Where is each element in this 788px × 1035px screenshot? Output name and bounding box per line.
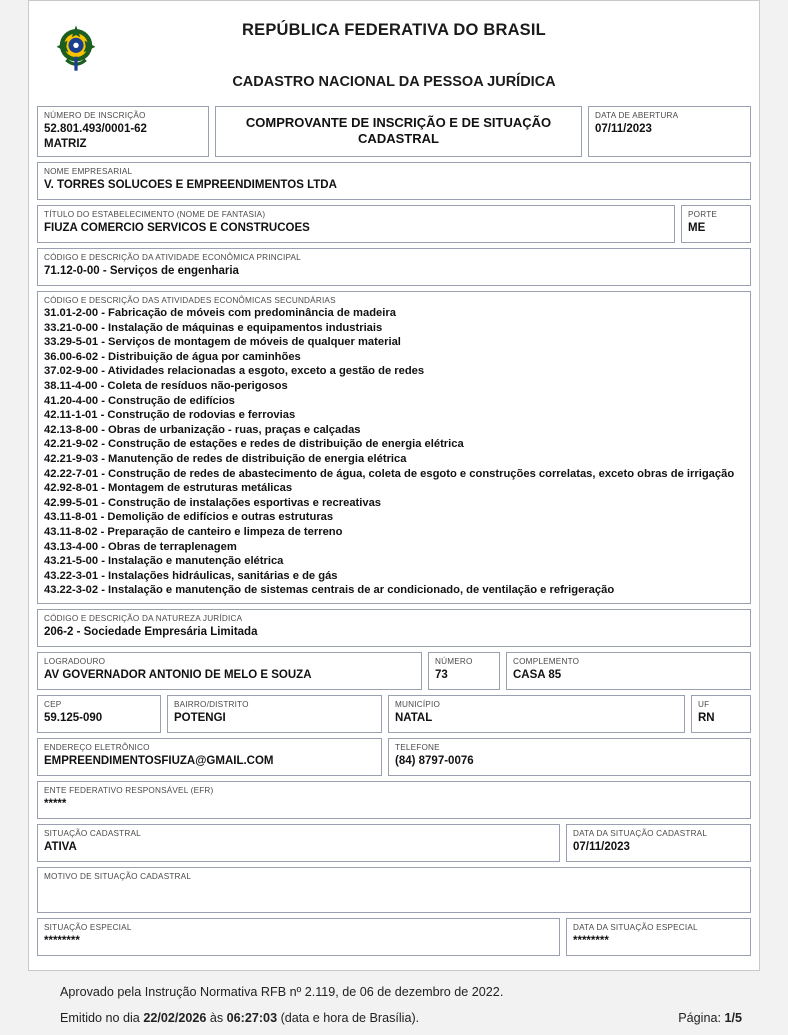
complement-label: COMPLEMENTO — [513, 656, 580, 666]
street-label: LOGRADOURO — [44, 656, 106, 666]
issued-prefix: Emitido no dia — [60, 1010, 144, 1025]
company-name-value: V. TORRES SOLUCOES E EMPREENDIMENTOS LTDA — [44, 179, 337, 191]
street-value: AV GOVERNADOR ANTONIO DE MELO E SOUZA — [44, 668, 312, 681]
secondary-activity-item: 42.13-8-00 - Obras de urbanização - ruas, praças e calçadas — [44, 423, 361, 436]
number-label: NÚMERO — [435, 656, 473, 666]
row-efr — [37, 781, 751, 819]
main-activity-label: CÓDIGO E DESCRIÇÃO DA ATIVIDADE ECONÔMICA PRINCIPAL — [44, 253, 301, 262]
company-size-value: ME — [688, 222, 706, 234]
row-company-name — [37, 162, 751, 200]
trade-name-box — [37, 205, 675, 243]
efr-value: ***** — [44, 797, 67, 810]
row-inscription — [37, 106, 751, 157]
reason-box — [37, 867, 751, 913]
situation-box — [37, 824, 560, 862]
city-box — [388, 695, 685, 733]
secondary-activity-item: 42.22-7-01 - Construção de redes de abastecimento de água, coleta de esgoto e construções correlatas, exceto obras de irrigação — [44, 467, 735, 480]
company-size-box — [681, 205, 751, 243]
document-title-box — [215, 106, 582, 157]
row-trade-name — [37, 205, 751, 243]
city-label: MUNICÍPIO — [395, 699, 441, 709]
secondary-activity-item: 33.29-5-01 - Serviços de montagem de móveis de qualquer material — [44, 336, 401, 349]
situation-date-box — [566, 824, 751, 862]
secondary-activities-label: CÓDIGO E DESCRIÇÃO DAS ATIVIDADES ECONÔMICAS SECUNDÁRIAS — [44, 296, 336, 305]
issued-date: 22/02/2026 — [143, 1010, 207, 1025]
company-name-label: NOME EMPRESARIAL — [44, 167, 133, 176]
row-legal-nature — [37, 609, 751, 647]
document-footer — [28, 971, 760, 1035]
inscription-value: 52.801.493/0001-62 — [44, 123, 147, 135]
zip-label: CEP — [44, 699, 62, 709]
secondary-activity-item: 42.21-9-03 - Manutenção de redes de distribuição de energia elétrica — [44, 452, 407, 465]
issue-text — [60, 1011, 419, 1025]
legal-nature-label: CÓDIGO E DESCRIÇÃO DA NATUREZA JURÍDICA — [44, 613, 243, 623]
email-value: EMPREENDIMENTOSFIUZA@GMAIL.COM — [44, 754, 274, 767]
special-date-value: ******** — [573, 934, 609, 947]
street-box — [37, 652, 422, 690]
state-value: RN — [698, 711, 715, 724]
situation-label: SITUAÇÃO CADASTRAL — [44, 828, 141, 838]
main-activity-box — [37, 248, 751, 286]
opening-date-box — [588, 106, 751, 157]
complement-value: CASA 85 — [513, 668, 562, 681]
cnpj-certificate — [28, 0, 760, 971]
secondary-activities-list — [44, 306, 744, 598]
phone-label: TELEFONE — [395, 742, 440, 752]
trade-name-value: FIUZA COMERCIO SERVICOS E CONSTRUCOES — [44, 222, 310, 234]
company-size-label: PORTE — [688, 210, 718, 219]
issued-mid: às — [206, 1010, 227, 1025]
zip-value: 59.125-090 — [44, 711, 103, 724]
secondary-activity-item: 33.21-0-00 - Instalação de máquinas e equipamentos industriais — [44, 321, 383, 334]
secondary-activity-item: 38.11-4-00 - Coleta de resíduos não-perigosos — [44, 379, 288, 392]
email-box — [37, 738, 382, 776]
issued-time: 06:27:03 — [226, 1010, 278, 1025]
state-box — [691, 695, 751, 733]
special-date-label: DATA DA SITUAÇÃO ESPECIAL — [573, 922, 698, 932]
zip-box — [37, 695, 161, 733]
secondary-activity-item: 42.99-5-01 - Construção de instalações esportivas e recreativas — [44, 496, 382, 509]
legal-nature-value: 206-2 - Sociedade Empresária Limitada — [44, 625, 258, 638]
inscription-box — [37, 106, 209, 157]
secondary-activity-item: 42.92-8-01 - Montagem de estruturas metálicas — [44, 482, 293, 495]
row-situation — [37, 824, 751, 862]
special-situation-box — [37, 918, 560, 956]
inscription-label: NÚMERO DE INSCRIÇÃO — [44, 111, 146, 120]
main-activity-value: 71.12-0-00 - Serviços de engenharia — [44, 265, 239, 277]
secondary-activity-item: 41.20-4-00 - Construção de edifícios — [44, 394, 235, 407]
row-zip-city — [37, 695, 751, 733]
number-box — [428, 652, 500, 690]
secondary-activity-item: 42.11-1-01 - Construção de rodovias e ferrovias — [44, 409, 296, 422]
opening-date-label: DATA DE ABERTURA — [595, 111, 679, 120]
row-main-activity — [37, 248, 751, 286]
legal-nature-box — [37, 609, 751, 647]
phone-box — [388, 738, 751, 776]
efr-box — [37, 781, 751, 819]
situation-date-value: 07/11/2023 — [573, 840, 630, 853]
document-title: COMPROVANTE DE INSCRIÇÃO E DE SITUAÇÃO CADASTRAL — [245, 115, 552, 146]
inscription-type: MATRIZ — [44, 138, 87, 150]
page-indicator — [678, 1011, 742, 1025]
district-label: BAIRRO/DISTRITO — [174, 699, 249, 709]
district-box — [167, 695, 382, 733]
phone-value: (84) 8797-0076 — [395, 754, 474, 767]
complement-box — [506, 652, 751, 690]
secondary-activity-item: 43.11-8-02 - Preparação de canteiro e limpeza de terreno — [44, 525, 343, 538]
country-title: REPÚBLICA FEDERATIVA DO BRASIL — [242, 21, 546, 39]
district-value: POTENGI — [174, 711, 226, 724]
email-label: ENDEREÇO ELETRÔNICO — [44, 742, 150, 752]
situation-value: ATIVA — [44, 840, 77, 853]
situation-date-label: DATA DA SITUAÇÃO CADASTRAL — [573, 828, 708, 838]
issue-line — [60, 1011, 756, 1025]
issued-suffix: (data e hora de Brasília). — [277, 1010, 420, 1025]
approval-text: Aprovado pela Instrução Normativa RFB nº 2.119, de 06 de dezembro de 2022. — [60, 984, 504, 999]
trade-name-label: TÍTULO DO ESTABELECIMENTO (NOME DE FANTASIA) — [44, 210, 266, 219]
secondary-activity-item: 43.13-4-00 - Obras de terraplenagem — [44, 540, 237, 553]
number-value: 73 — [435, 668, 448, 681]
secondary-activity-item: 31.01-2-00 - Fabricação de móveis com predominância de madeira — [44, 307, 396, 319]
reason-label: MOTIVO DE SITUAÇÃO CADASTRAL — [44, 871, 192, 881]
special-situation-value: ******** — [44, 934, 80, 947]
registry-title: CADASTRO NACIONAL DA PESSOA JURÍDICA — [232, 74, 556, 90]
opening-date-value: 07/11/2023 — [595, 123, 652, 135]
state-label: UF — [698, 699, 710, 709]
company-name-box — [37, 162, 751, 200]
secondary-activity-item: 36.00-6-02 - Distribuição de água por caminhões — [44, 350, 301, 363]
row-contact — [37, 738, 751, 776]
row-street — [37, 652, 751, 690]
row-secondary-activities — [37, 291, 751, 604]
secondary-activity-item: 43.22-3-02 - Instalação e manutenção de sistemas centrais de ar condicionado, de ventilação e refrigeração — [44, 584, 615, 597]
special-date-box — [566, 918, 751, 956]
row-reason — [37, 867, 751, 913]
brazil-coat-of-arms-icon — [49, 21, 103, 75]
page-value: 1/5 — [724, 1010, 742, 1025]
secondary-activity-item: 43.21-5-00 - Instalação e manutenção elétrica — [44, 555, 284, 568]
page-label: Página: — [678, 1010, 725, 1025]
secondary-activities-box — [37, 291, 751, 604]
row-special — [37, 918, 751, 956]
secondary-activity-item: 43.11-8-01 - Demolição de edifícios e outras estruturas — [44, 511, 334, 524]
secondary-activity-item: 43.22-3-01 - Instalações hidráulicas, sanitárias e de gás — [44, 569, 338, 582]
secondary-activity-item: 42.21-9-02 - Construção de estações e redes de distribuição de energia elétrica — [44, 438, 464, 451]
city-value: NATAL — [395, 711, 433, 724]
secondary-activity-item: 37.02-9-00 - Atividades relacionadas a esgoto, exceto a gestão de redes — [44, 365, 425, 378]
document-header — [37, 9, 751, 106]
efr-label: ENTE FEDERATIVO RESPONSÁVEL (EFR) — [44, 785, 214, 795]
special-situation-label: SITUAÇÃO ESPECIAL — [44, 922, 132, 932]
